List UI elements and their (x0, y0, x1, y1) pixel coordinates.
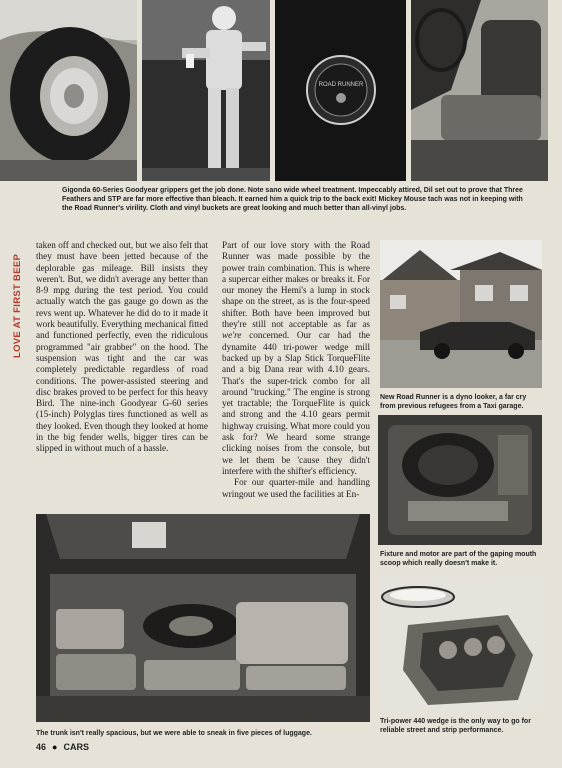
top-photos-caption: Gigonda 60-Series Goodyear grippers get the job done. Note sano wide wheel treatment. Impeccably attired, Dil set out to prove that Three Feathers and STP are far more effective than bleach. It earned him a quick trip to the back exit! Mickey Mouse tach was not in keeping with the Road Runner's virility. Cloth and vinyl buckets are great looking and much better than all-vinyl jobs. (62, 187, 523, 212)
article-column-2 (222, 240, 370, 500)
column1-paragraph: taken off and checked out, but we also felt that they must have been jetted because of the deplorable gas mileage. Bill insists they weren't. But, we didn't average any better than 8-9 mpg during the test period. You could actually watch the gas gauge go down as the revs went up. Whatever he did do to it made it work beautifully. Everything mechanical fitted and functioned perfectly, even the ridiculous programmed "air grabber" on the hood. The suspension was tight and the car was completely predictable regardless of road conditions. The power-assisted steering and disc brakes proved to be perfect for this heavy Bird. The nine-inch Goodyear G-60 series (15-inch) Polyglas tires functioned as well as they looked. Even though they looked at home in the big fender wells, bigger tires can be slipped in without much of a hassle. (36, 240, 208, 454)
page-footer (36, 742, 89, 752)
engine-illustration (378, 575, 542, 710)
hood-scoop-illustration (378, 415, 542, 545)
seats-illustration (411, 0, 548, 181)
column2-emphasis: we're (222, 330, 242, 341)
tach-dial-photo (275, 0, 406, 181)
house-car-photo (380, 240, 542, 388)
trunk-luggage-photo (36, 514, 370, 722)
tire-illustration (0, 0, 137, 181)
column2-paragraph-1 (222, 240, 370, 477)
column2-paragraph-2: For our quarter-mile and handling wringout we used the facilities at En- (222, 477, 370, 499)
dial-label: ROAD RUNNER (318, 82, 364, 88)
tire-photo (0, 0, 137, 181)
section-label: LOVE AT FIRST BEEP (12, 253, 23, 358)
house-photo-caption: New Road Runner is a dyno looker, a far cry from previous refugees from a Taxi garage. (380, 394, 527, 410)
trunk-illustration (36, 514, 370, 722)
trunk-caption: The trunk isn't really spacious, but we were able to sneak in five pieces of luggage. (36, 730, 312, 737)
driver-photo (142, 0, 270, 181)
column2-text-a: Part of our love story with the Road Runner was made possible by the power train combination. This is where a supercar either makes or breaks it. For our money the Hemi's a lump in stock shape on the street, as is the four-speed shifter. Both have been improved but they're still not acceptable as far as (222, 240, 370, 330)
driver-illustration (142, 0, 270, 181)
engine-photo (378, 575, 542, 710)
article-column-1 (36, 240, 208, 455)
page-number: 46 (36, 742, 47, 752)
column2-text-b: concerned. Our car had the dynamite 440 tri-power wedge mill backed up by a Slap Stick TorqueFlite and a big Dana rear with 4.10 gears. That's the super-trick combo for all around "trucking." The engine is strong yet tractable; the TorqueFlite is quick and strong and the 4.10 gears permit highway cruising. What more could you ask for? We heard some strange clicking noises from the console, but we let them be 'cause they didn't interfere with the shifter's efficiency. (222, 330, 370, 476)
interior-seats-photo (411, 0, 548, 181)
footer-bullet: ● (52, 742, 58, 752)
hood-scoop-caption: Fixture and motor are part of the gaping mouth scoop which really doesn't make it. (380, 551, 537, 567)
hood-scoop-photo (378, 415, 542, 545)
engine-caption: Tri-power 440 wedge is the only way to go for reliable street and strip performance. (380, 718, 531, 734)
magazine-name: CARS (63, 742, 89, 752)
tach-dial-illustration (275, 0, 406, 181)
house-car-illustration (380, 240, 542, 388)
